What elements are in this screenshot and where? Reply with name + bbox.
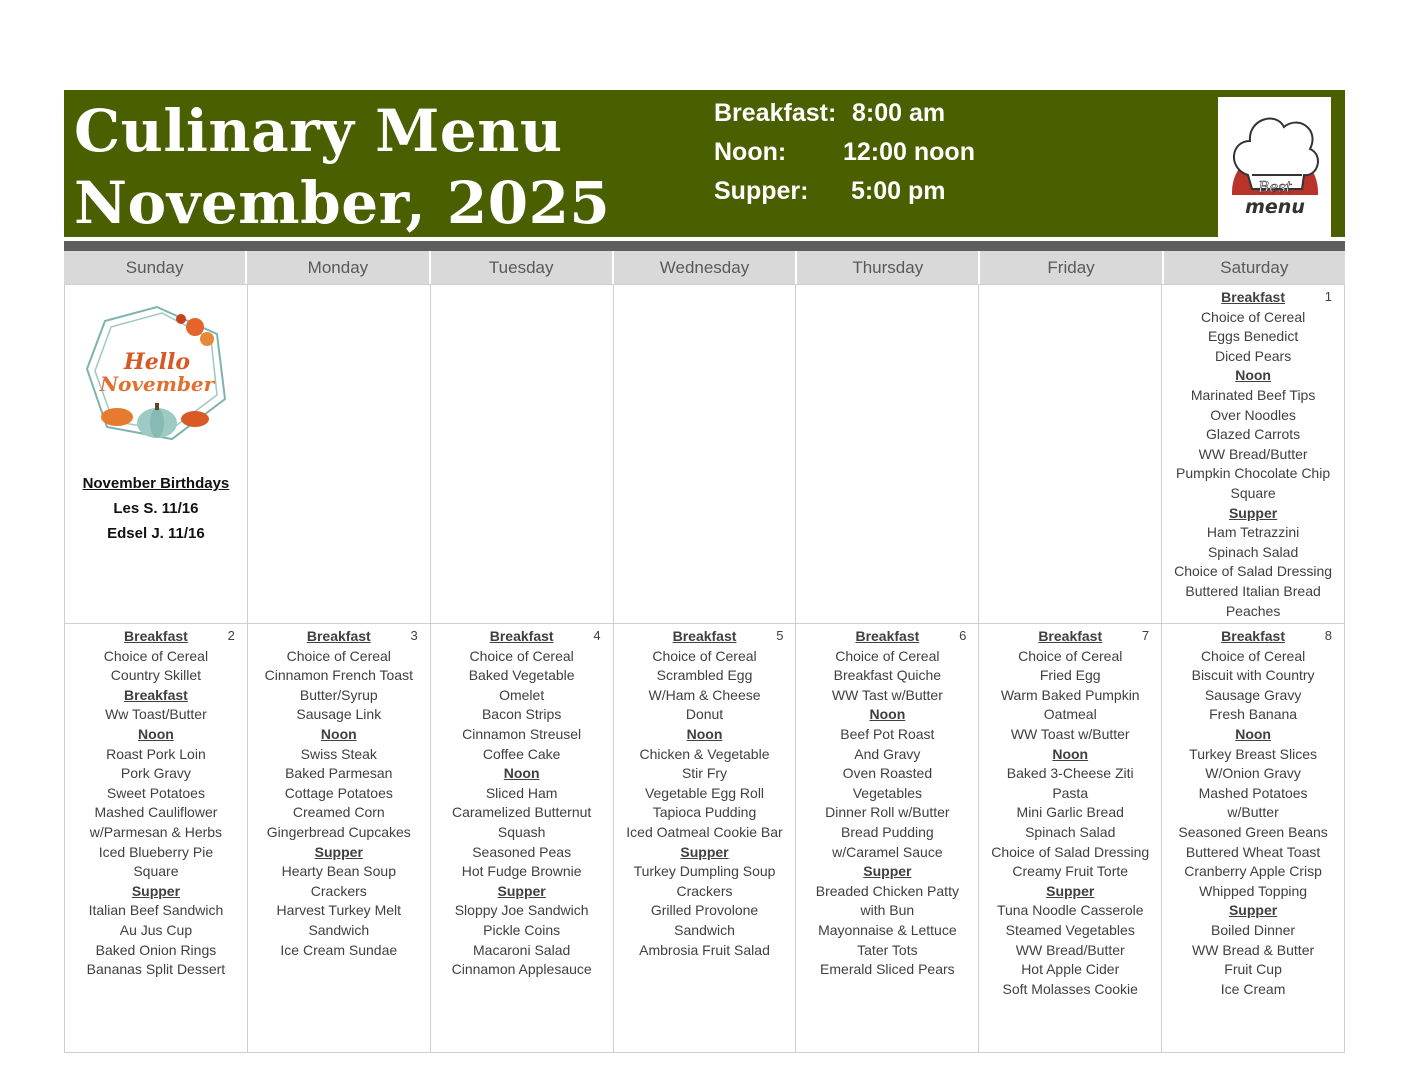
meal-section-heading: Breakfast [1221, 628, 1285, 644]
weekday-header-row [64, 251, 1345, 284]
meal-section-heading: Noon [1235, 725, 1271, 742]
menu-item: Emerald Sliced Pears [820, 961, 955, 978]
meal-section-heading: Supper [1228, 902, 1278, 919]
menu-item: Spinach Salad [1207, 543, 1299, 560]
day-cell-empty [430, 285, 613, 623]
meal-section-heading: Breakfast [124, 628, 188, 644]
menu-item: Steamed Vegetables [1005, 921, 1135, 938]
calendar-grid [64, 251, 1345, 1053]
menu-item: Sweet Potatoes [106, 784, 205, 801]
menu-item: Breaded Chicken Patty [815, 882, 959, 899]
menu-item: Au Jus Cup [119, 921, 193, 938]
menu-title: Culinary Menu [74, 97, 563, 165]
menu-item: Choice of Cereal [835, 647, 940, 664]
menu-item: Chicken & Vegetable [639, 745, 770, 762]
menu-item: Baked Parmesan [285, 765, 393, 782]
meal-section-heading: Supper [497, 882, 546, 899]
menu-item: Fried Egg [1039, 667, 1101, 684]
menu-item: Scrambled Egg [656, 667, 753, 684]
menu-item: Oatmeal [1043, 706, 1097, 723]
menu-item: Tapioca Pudding [652, 804, 757, 821]
menu-item: WW Bread/Butter [1198, 445, 1308, 462]
menu-item: Whipped Topping [1199, 882, 1308, 899]
day-header-monday: Monday [247, 251, 430, 284]
menu-item: Pumpkin Chocolate Chip [1176, 465, 1331, 482]
day-number: 3 [410, 628, 418, 643]
menu-item: Country Skillet [110, 667, 202, 684]
day-cell-3 [247, 624, 430, 1052]
menu-item: Sliced Ham [485, 784, 558, 801]
hello-text: Hello [123, 349, 191, 375]
menu-item: Sandwich [308, 921, 370, 938]
meal-section-heading: Breakfast [489, 628, 554, 644]
menu-list [248, 624, 430, 960]
day-header-sunday: Sunday [64, 251, 247, 284]
menu-item: Turkey Breast Slices [1189, 745, 1318, 762]
birthdays-title: November Birthdays [82, 475, 230, 492]
meal-section-heading: Noon [503, 765, 540, 782]
week-row-1 [64, 284, 1345, 623]
menu-item: Fruit Cup [1224, 961, 1282, 978]
menu-item: Hearty Bean Soup [281, 863, 396, 880]
menu-item: Square [1230, 484, 1276, 501]
menu-item: Bread Pudding [841, 823, 934, 840]
day-cell-empty [64, 285, 247, 623]
menu-item: Glazed Carrots [1206, 426, 1301, 443]
menu-item: Peaches [1225, 602, 1281, 619]
menu-item: Swiss Steak [300, 745, 377, 762]
day-header-saturday: Saturday [1164, 251, 1345, 284]
meal-time-label: Breakfast: [714, 99, 837, 127]
day-number: 4 [593, 628, 601, 643]
menu-item: Boiled Dinner [1211, 921, 1296, 938]
meal-section-heading: Breakfast [1221, 289, 1285, 305]
menu-item: Vegetables [852, 784, 923, 801]
menu-item: Spinach Salad [1025, 823, 1116, 840]
menu-item: WW Bread & Butter [1192, 941, 1315, 958]
menu-item: Oven Roasted [842, 765, 933, 782]
menu-item: Marinated Beef Tips [1190, 386, 1316, 403]
header-divider [64, 241, 1345, 251]
meal-section-heading: Supper [1046, 882, 1095, 899]
day-cell-empty [978, 285, 1161, 623]
menu-item: Sloppy Joe Sandwich [454, 902, 589, 919]
menu-item: Omelet [499, 686, 545, 703]
menu-item: Square [133, 863, 179, 880]
svg-text:menu: menu [1245, 196, 1305, 218]
menu-item: Mini Garlic Bread [1016, 804, 1124, 821]
menu-item: Warm Baked Pumpkin [1000, 686, 1140, 703]
meal-time-label: Noon: [714, 138, 787, 166]
menu-item: Cinnamon French Toast [264, 667, 413, 684]
menu-item: Choice of Cereal [1018, 647, 1123, 664]
menu-item: Bananas Split Dessert [86, 961, 226, 978]
meal-section-heading: Breakfast [855, 628, 920, 644]
meal-section-heading: Noon [320, 725, 357, 742]
menu-item: Choice of Salad Dressing [991, 843, 1150, 860]
menu-item: Harvest Turkey Melt [276, 902, 402, 919]
menu-item: Creamed Corn [292, 804, 385, 821]
menu-item: w/Butter [1227, 804, 1279, 821]
meal-section-heading: Supper [680, 843, 729, 860]
menu-item: w/Parmesan & Herbs [89, 823, 223, 840]
menu-item: Pork Gravy [120, 765, 191, 782]
day-number: 7 [1141, 628, 1150, 643]
menu-item: Eggs Benedict [1207, 328, 1299, 345]
menu-item: Biscuit with Country [1191, 667, 1315, 684]
menu-item: And Gravy [854, 745, 921, 762]
menu-item: Sausage Link [296, 706, 382, 723]
menu-item: WW Toast w/Butter [1010, 725, 1130, 742]
meal-section-heading: Noon [686, 725, 723, 742]
menu-item: Choice of Cereal [1200, 647, 1306, 664]
menu-item: Crackers [310, 882, 367, 899]
menu-item: W/Ham & Cheese [648, 686, 761, 703]
meal-section-heading: Breakfast [1038, 628, 1103, 644]
menu-item: Breakfast Quiche [833, 667, 942, 684]
menu-item: Tater Tots [857, 941, 918, 958]
meal-section-heading: Supper [863, 863, 912, 880]
menu-item: Ice Cream Sundae [280, 941, 398, 958]
menu-item: Macaroni Salad [473, 941, 571, 958]
meal-time-supper [714, 172, 946, 211]
meal-section-heading: Breakfast [672, 628, 737, 644]
menu-item: Ham Tetrazzini [1206, 524, 1300, 541]
menu-item: with Bun [860, 902, 915, 919]
menu-item: Cinnamon Streusel [462, 725, 582, 742]
menu-list [1162, 285, 1344, 621]
meal-time-value: 12:00 noon [843, 138, 975, 166]
menu-item: Caramelized Butternut [452, 804, 592, 821]
menu-item: Mashed Potatoes [1198, 784, 1308, 801]
menu-item: Hot Apple Cider [1021, 961, 1120, 978]
menu-item: Tuna Noodle Casserole [996, 902, 1144, 919]
menu-item: Choice of Cereal [469, 647, 574, 664]
menu-item: Coffee Cake [482, 745, 561, 762]
day-header-tuesday: Tuesday [431, 251, 614, 284]
menu-item: Squash [497, 823, 546, 840]
meal-time-value: 8:00 am [852, 99, 946, 127]
menu-item: Cranberry Apple Crisp [1184, 863, 1322, 880]
day-header-wednesday: Wednesday [614, 251, 797, 284]
menu-item: Pickle Coins [483, 921, 561, 938]
menu-item: Donut [685, 706, 724, 723]
menu-item: Choice of Salad Dressing [1174, 563, 1333, 580]
meal-section-heading: Supper [131, 882, 181, 899]
menu-item: Ice Cream [1220, 980, 1286, 997]
menu-item: Fresh Banana [1209, 706, 1298, 723]
meal-time-value: 5:00 pm [851, 177, 946, 205]
day-number: 6 [959, 628, 967, 643]
menu-item: Butter/Syrup [299, 686, 378, 703]
menu-item: Diced Pears [1214, 347, 1292, 364]
menu-item: w/Caramel Sauce [832, 843, 943, 860]
menu-item: Crackers [676, 882, 733, 899]
menu-item: Choice of Cereal [1200, 308, 1306, 325]
menu-item: W/Onion Gravy [1205, 765, 1301, 782]
menu-item: Hot Fudge Brownie [461, 863, 582, 880]
menu-item: Ambrosia Fruit Salad [639, 941, 770, 958]
meal-time-breakfast [714, 94, 946, 133]
menu-item: Pasta [1052, 784, 1089, 801]
menu-item: Stir Fry [681, 765, 728, 782]
menu-item: Ww Toast/Butter [105, 706, 207, 723]
menu-header [64, 90, 1345, 237]
menu-item: WW Tast w/Butter [831, 686, 943, 703]
menu-item: Vegetable Egg Roll [644, 784, 765, 801]
day-number: 2 [227, 628, 235, 643]
day-number: 5 [776, 628, 784, 643]
menu-item: Cottage Potatoes [284, 784, 393, 801]
svg-text:Best: Best [1258, 178, 1292, 196]
menu-month: November, 2025 [74, 169, 611, 237]
meal-section-heading: Noon [869, 706, 906, 723]
chef-hat-icon [1218, 97, 1331, 237]
menu-item: Iced Oatmeal Cookie Bar [626, 823, 783, 840]
meal-section-heading: Noon [1235, 367, 1271, 384]
day-cell-1 [1161, 285, 1345, 623]
day-header-thursday: Thursday [797, 251, 980, 284]
menu-list [431, 624, 613, 980]
menu-item: Over Noodles [1210, 406, 1296, 423]
menu-item: Soft Molasses Cookie [1002, 980, 1138, 997]
menu-item: Gingerbread Cupcakes [266, 823, 411, 840]
menu-item: Creamy Fruit Torte [1012, 863, 1129, 880]
menu-item: Italian Beef Sandwich [88, 902, 224, 919]
menu-item: Baked 3-Cheese Ziti [1006, 765, 1134, 782]
meal-section-heading: Supper [1228, 504, 1278, 521]
menu-item: Mashed Cauliflower [94, 804, 218, 821]
hello-november-graphic [77, 299, 237, 449]
menu-item: Iced Blueberry Pie [98, 843, 214, 860]
meal-time-noon [714, 133, 975, 172]
menu-item: Grilled Provolone [650, 902, 759, 919]
menu-list [979, 624, 1161, 999]
day-cell-7 [978, 624, 1161, 1052]
chef-hat-logo [1218, 97, 1331, 237]
birthday-entry: Edsel J. 11/16 [107, 525, 205, 542]
meal-section-heading: Noon [138, 725, 174, 742]
day-cell-4 [430, 624, 613, 1052]
birthday-entry: Les S. 11/16 [113, 500, 199, 517]
menu-list [796, 624, 978, 980]
menu-item: Choice of Cereal [652, 647, 757, 664]
menu-item: Dinner Roll w/Butter [825, 804, 950, 821]
menu-item: Sandwich [674, 921, 735, 938]
day-number: 1 [1324, 289, 1333, 304]
day-number: 8 [1324, 628, 1333, 643]
menu-item: Baked Onion Rings [95, 941, 217, 958]
menu-item: Turkey Dumpling Soup [633, 863, 776, 880]
menu-item: Sausage Gravy [1204, 686, 1302, 703]
day-cell-empty [247, 285, 430, 623]
day-cell-6 [795, 624, 978, 1052]
menu-list [614, 624, 796, 960]
meal-time-label: Supper: [714, 177, 809, 205]
meal-section-heading: Noon [1052, 745, 1089, 762]
menu-item: Bacon Strips [481, 706, 562, 723]
birthdays-block [65, 471, 247, 546]
menu-item: Cinnamon Applesauce [451, 961, 592, 978]
menu-list [65, 624, 247, 980]
week-row-2 [64, 623, 1345, 1053]
day-cell-2 [64, 624, 247, 1052]
menu-item: Seasoned Green Beans [1178, 823, 1328, 840]
day-cell-8 [1161, 624, 1345, 1052]
day-cell-empty [795, 285, 978, 623]
menu-item: Buttered Wheat Toast [1185, 843, 1321, 860]
meal-times [714, 94, 975, 211]
meal-section-heading: Breakfast [306, 628, 371, 644]
menu-item: Baked Vegetable [468, 667, 575, 684]
menu-list [1162, 624, 1344, 999]
menu-item: WW Bread/Butter [1015, 941, 1125, 958]
meal-section-heading: Breakfast [124, 686, 188, 703]
menu-item: Buttered Italian Bread [1185, 582, 1321, 599]
menu-item: Roast Pork Loin [106, 745, 206, 762]
menu-item: Choice of Cereal [286, 647, 391, 664]
menu-item: Choice of Cereal [103, 647, 209, 664]
meal-section-heading: Supper [314, 843, 363, 860]
menu-item: Seasoned Peas [472, 843, 572, 860]
day-header-friday: Friday [980, 251, 1163, 284]
menu-item: Beef Pot Roast [840, 725, 935, 742]
november-text: November [99, 372, 215, 396]
menu-item: Mayonnaise & Lettuce [818, 921, 957, 938]
day-cell-5 [613, 624, 796, 1052]
day-cell-empty [613, 285, 796, 623]
